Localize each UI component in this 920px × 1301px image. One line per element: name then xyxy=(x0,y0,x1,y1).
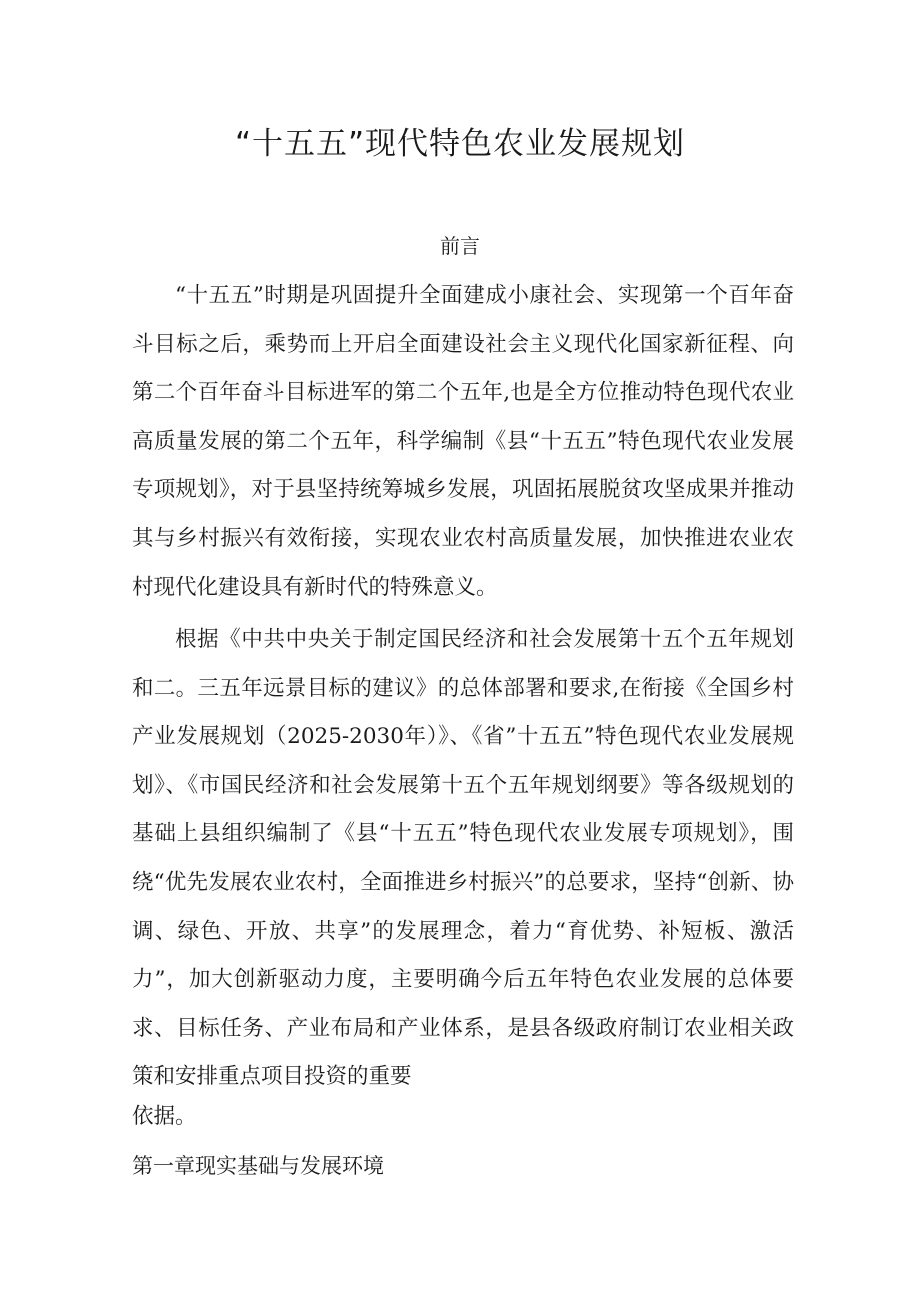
preface-paragraph-2: 根据《中共中央关于制定国民经济和社会发展第十五个五年规划和二。三五年远景目标的建议》的总体部署和要求,在衔接《全国乡村产业发展规划（2025-2030年）》、《省”十五五”特色现代农业发展规划》、《市国民经济和社会发展第十五个五年规划纲要》等各级规划的基础上县组织编制了《县“十五五”特色现代农业发展专项规划》，围绕“优先发展农业农村，全面推进乡村振兴”的总要求，坚持“创新、协调、绿色、开放、共享”的发展理念，着力“育优势、补短板、激活力”，加大创新驱动力度，主要明确今后五年特色农业发展的总体要求、目标任务、产业布局和产业体系，是县各级政府制订农业相关政策和安排重点项目投资的重要 xyxy=(132,627,794,1090)
chapter-1-heading: 第一章现实基础与发展环境 xyxy=(132,1154,384,1178)
document-title: “十五五”现代特色农业发展规划 xyxy=(234,126,686,162)
preface-paragraph-1: “十五五”时期是巩固提升全面建成小康社会、实现第一个百年奋斗目标之后，乘势而上开启全面建设社会主义现代化国家新征程、向第二个百年奋斗目标进军的第二个五年,也是全方位推动特色现代农业高质量发展的第二个五年，科学编制《县“十五五”特色现代农业发展专项规划》，对于县坚持统筹城乡发展，巩固拓展脱贫攻坚成果并推动其与乡村振兴有效衔接，实现农业农村高质量发展，加快推进农业农村现代化建设具有新时代的特殊意义。 xyxy=(132,283,794,600)
preface-paragraph-3: 依据。 xyxy=(132,1104,197,1129)
preface-heading: 前言 xyxy=(440,234,480,258)
